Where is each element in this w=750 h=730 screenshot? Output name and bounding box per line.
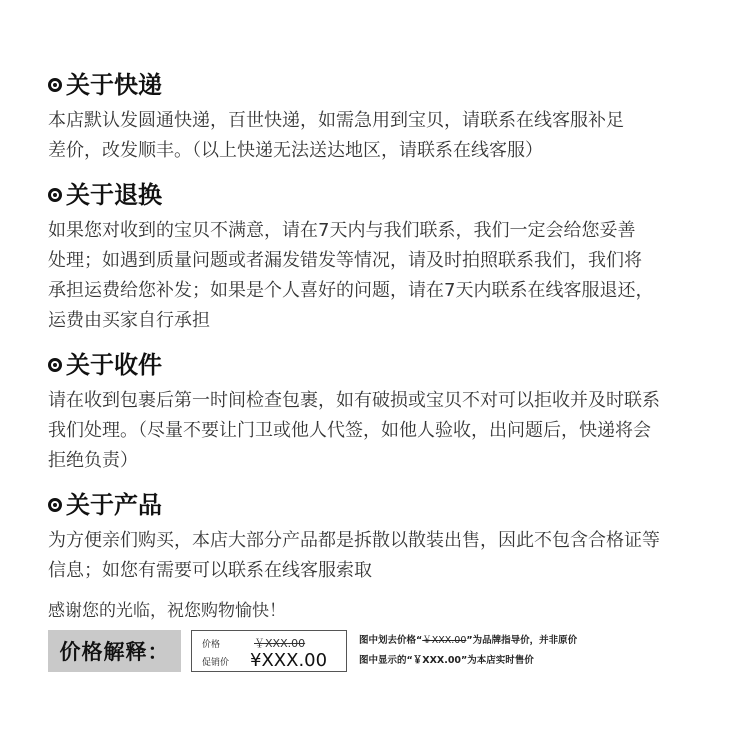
- section-products: [48, 488, 728, 586]
- section-title-text: 关于退换: [66, 181, 162, 209]
- price-explanation: [48, 628, 577, 674]
- price-notes: [359, 631, 577, 671]
- section-receiving: [48, 348, 728, 476]
- section-body: 为方便亲们购买，本店大部分产品都是拆散以散装出售，因此不包含合格证等 信息；如您有需要可以联系在线客服索取: [48, 530, 660, 581]
- sale-price-label: 促销价: [202, 657, 230, 668]
- bullseye-icon: [48, 188, 62, 202]
- original-price-row: [202, 635, 305, 651]
- section-title-text: 关于收件: [66, 351, 162, 379]
- price-note-actual: 图中显示的“￥XXX.00”为本店实时售价: [359, 655, 534, 666]
- sale-price-row: [202, 651, 327, 671]
- original-price-value: ￥XXX.00: [254, 637, 306, 650]
- price-note-strikethrough: 图中划去价格“￥XXX.00”为品牌指导价，并非原价: [359, 635, 578, 646]
- section-title: [48, 68, 728, 102]
- bullseye-icon: [48, 78, 62, 92]
- section-title: [48, 178, 728, 212]
- policy-content: [48, 68, 728, 624]
- bullseye-icon: [48, 498, 62, 512]
- section-body: 请在收到包裹后第一时间检查包裹，如有破损或宝贝不对可以拒收并及时联系 我们处理。（尽量不要让门卫或他人代签，如他人验收，出问题后，快递将会 拒绝负责）: [48, 390, 660, 471]
- section-shipping: [48, 68, 728, 166]
- section-title: [48, 348, 728, 382]
- thanks-message: 感谢您的光临，祝您购物愉快！: [48, 601, 286, 621]
- section-title-text: 关于快递: [66, 71, 162, 99]
- sale-price-value: ¥XXX.00: [250, 650, 328, 671]
- section-returns: [48, 178, 728, 336]
- section-body: 如果您对收到的宝贝不满意，请在7天内与我们联系，我们一定会给您妥善 处理；如遇到质量问题或者漏发错发等情况，请及时拍照联系我们，我们将 承担运费给您补发；如果是个人喜好的问题，请在7天内联系在线客服退还， 运费由买家自行承担: [48, 220, 654, 331]
- section-title: [48, 488, 728, 522]
- section-body: 本店默认发圆通快递，百世快递，如需急用到宝贝，请联系在线客服补足 差价，改发顺丰。（以上快递无法送达地区，请联系在线客服）: [48, 110, 624, 161]
- section-title-text: 关于产品: [66, 491, 162, 519]
- price-sample-box: [191, 630, 347, 672]
- price-label: 价格解释：: [48, 630, 181, 672]
- original-price-label: 价格: [202, 639, 221, 650]
- bullseye-icon: [48, 358, 62, 372]
